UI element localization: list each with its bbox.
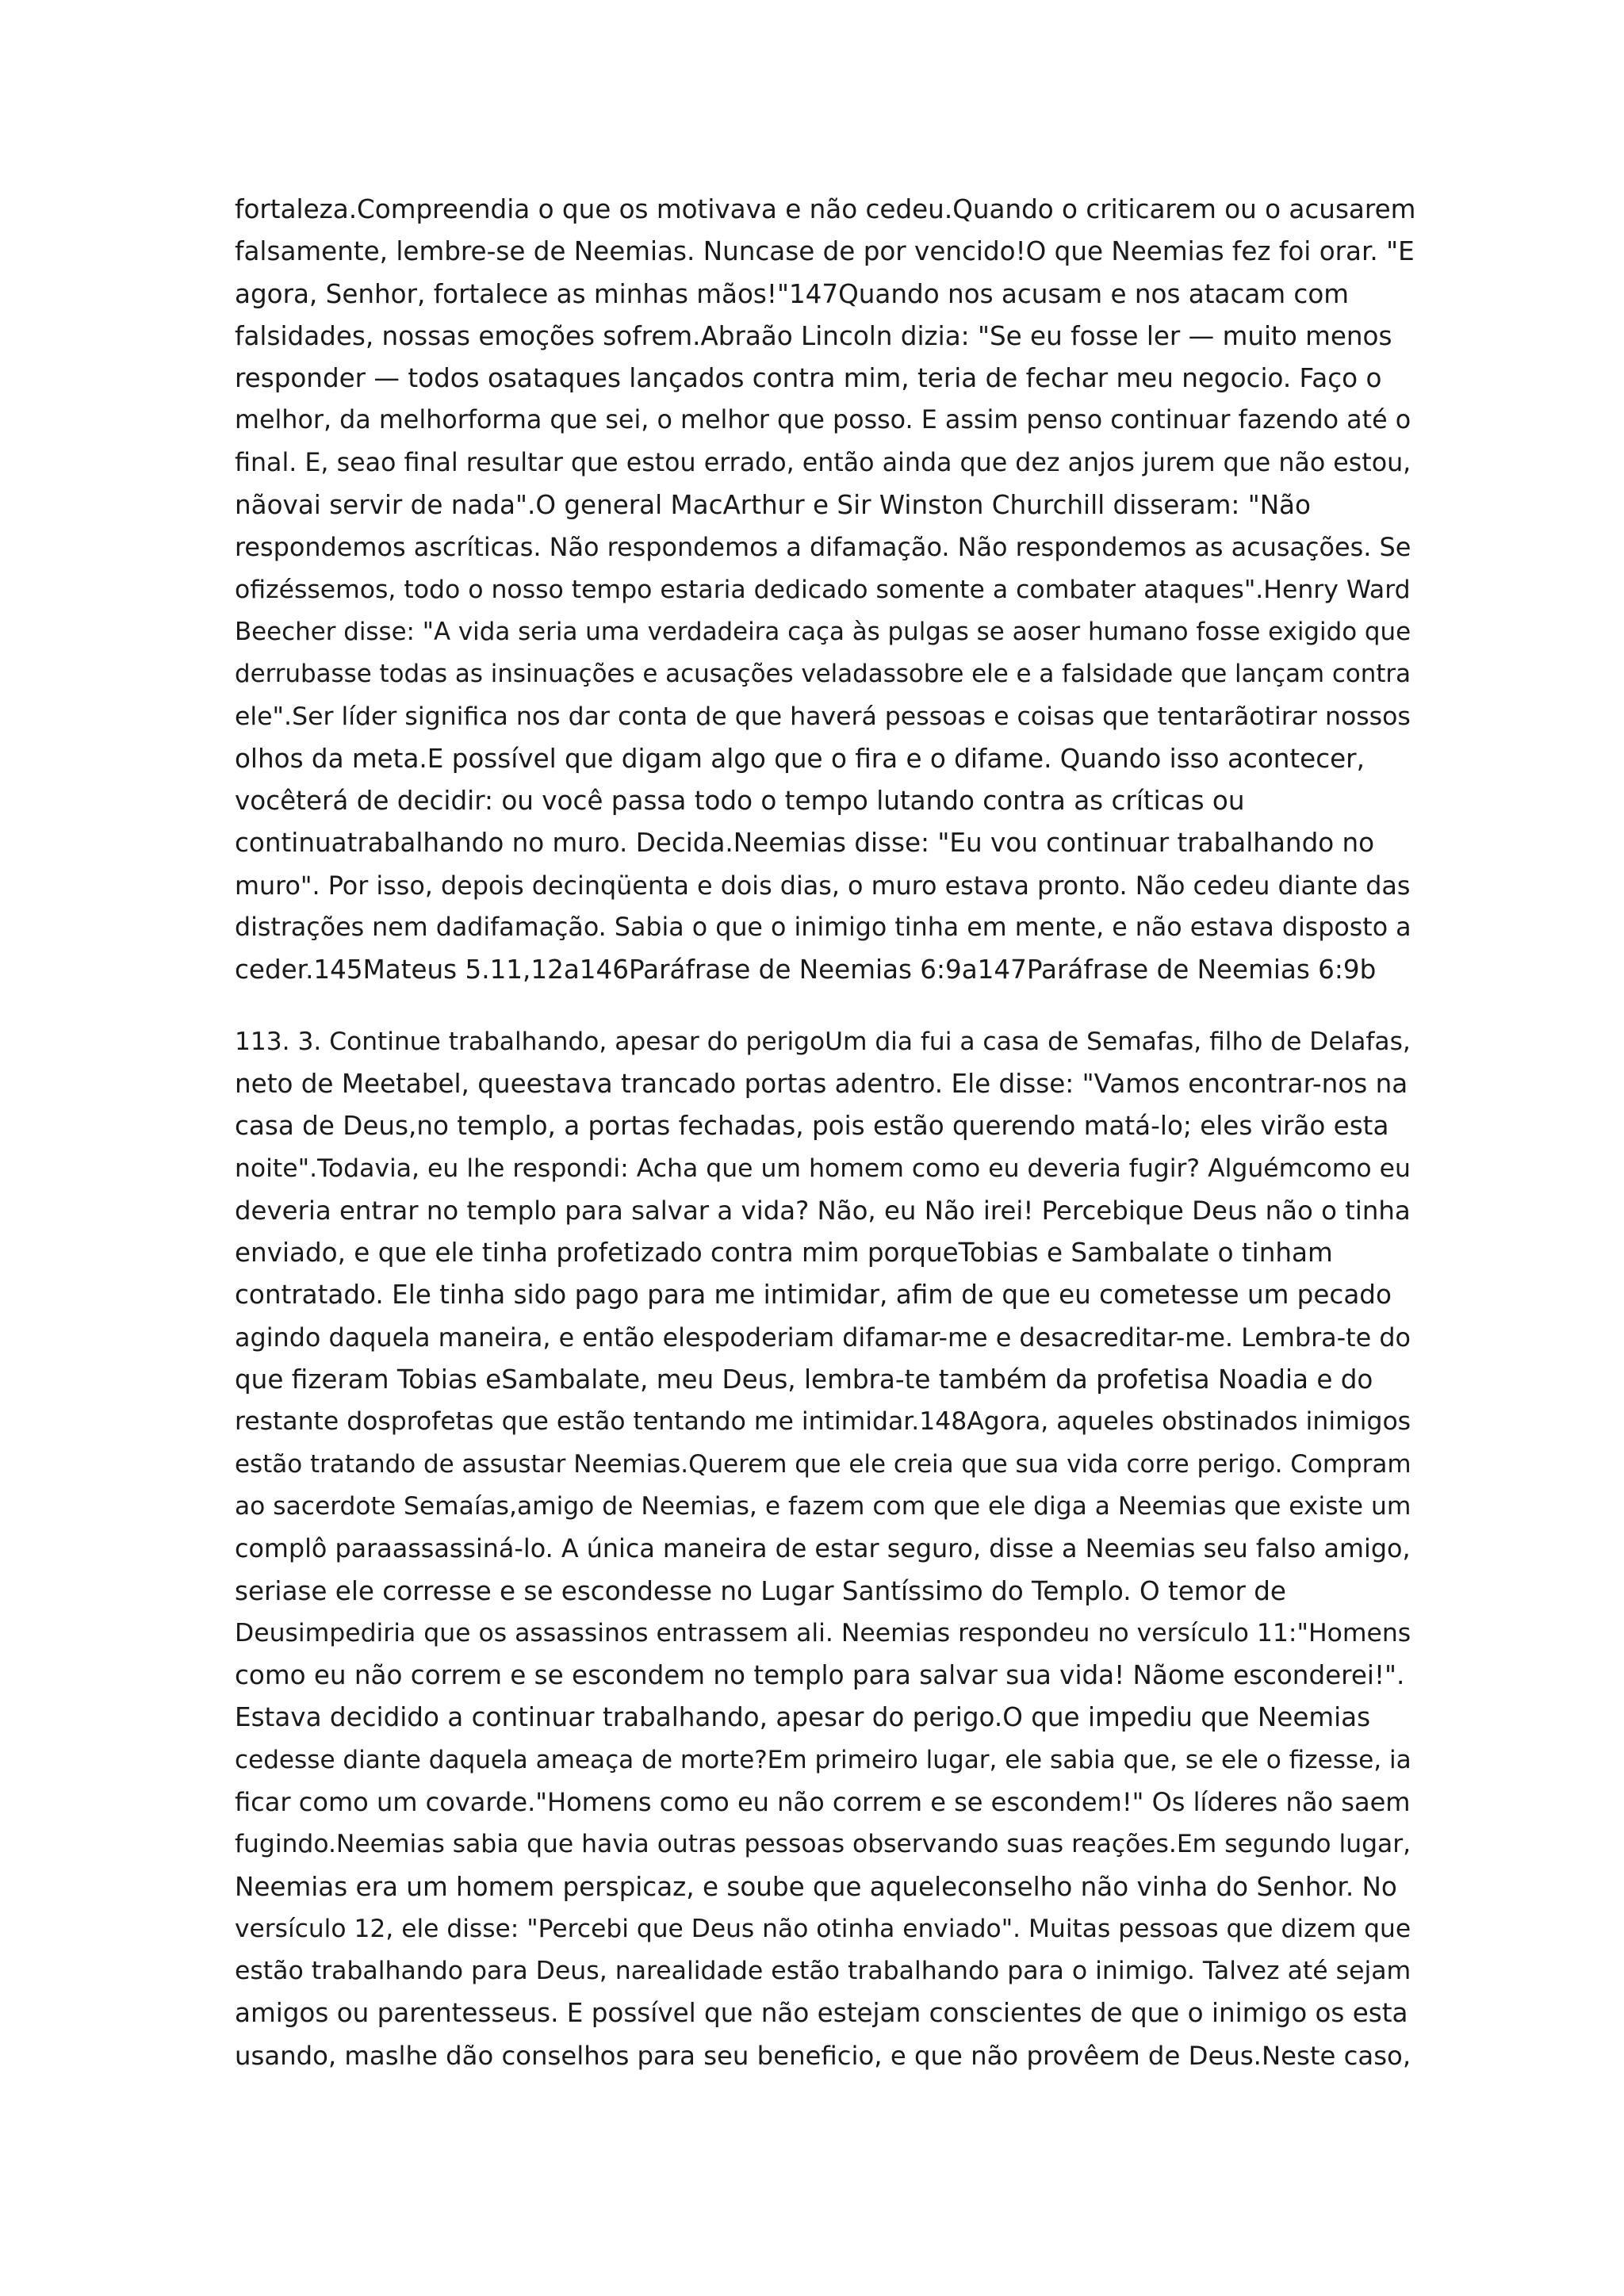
- text-line: final. E, seao final resultar que estou errado, então ainda que dez anjos jurem que não estou,: [235, 448, 1411, 477]
- text-line: neto de Meetabel, queestava trancado portas adentro. Ele disse: "Vamos encontrar-nos na: [235, 1068, 1408, 1099]
- text-line: contratado. Ele tinha sido pago para me intimidar, afim de que eu cometesse um pecado: [235, 1280, 1392, 1311]
- text-line: amigos ou parentesseus. E possível que não estejam conscientes de que o inimigo os esta: [235, 1998, 1408, 2029]
- text-line: olhos da meta.E possível que digam algo que o fira e o difame. Quando isso acontecer,: [235, 743, 1365, 774]
- text-line: seriase ele corresse e se escondesse no Lugar Santíssimo do Templo. O temor de: [235, 1575, 1286, 1606]
- text-line: derrubasse todas as insinuações e acusações veladassobre ele e a falsidade que lançam contra: [235, 660, 1411, 689]
- text-line: ele".Ser líder significa nos dar conta de que haverá pessoas e coisas que tentarãotirar nossos: [235, 702, 1411, 731]
- text-line: Neemias era um homem perspicaz, e soube que aqueleconselho não vinha do Senhor. No: [235, 1871, 1397, 1902]
- text-line: como eu não correm e se escondem no templo para salvar sua vida! Nãome esconderei!".: [235, 1660, 1405, 1691]
- text-line: ao sacerdote Semaías,amigo de Neemias, e fazem com que ele diga a Neemias que existe um: [235, 1491, 1411, 1521]
- text-line: distrações nem dadifamação. Sabia o que o inimigo tinha em mente, e não estava disposto a: [235, 913, 1411, 943]
- text-line: agora, Senhor, fortalece as minhas mãos!"147Quando nos acusam e nos atacam com: [235, 278, 1350, 309]
- text-line: vocêterá de decidir: ou você passa todo o tempo lutando contra as críticas ou: [235, 786, 1245, 817]
- text-line: deveria entrar no templo para salvar a vida? Não, eu Não irei! Percebique Deus não o tinha: [235, 1195, 1411, 1226]
- text-line: muro". Por isso, depois decinqüenta e dois dias, o muro estava pronto. Não cedeu diante das: [235, 871, 1411, 901]
- paragraph: [235, 189, 1416, 992]
- text-line: estão trabalhando para Deus, narealidade estão trabalhando para o inimigo. Talvez até sejam: [235, 1957, 1411, 1986]
- text-line: falsamente, lembre-se de Neemias. Nuncase de por vencido!O que Neemias fez foi orar. "E: [235, 236, 1415, 267]
- text-line: ceder.145Mateus 5.11,12a146Paráfrase de Neemias 6:9a147Paráfrase de Neemias 6:9b: [235, 955, 1377, 985]
- text-line: Estava decidido a continuar trabalhando, apesar do perigo.O que impediu que Neemias: [235, 1702, 1371, 1733]
- text-line: falsidades, nossas emoções sofrem.Abraão Lincoln dizia: "Se eu fosse ler — muito menos: [235, 320, 1392, 351]
- text-line: ficar como um covarde."Homens como eu não correm e se escondem!" Os líderes não saem: [235, 1786, 1411, 1817]
- paragraph-gap: [235, 992, 1416, 1021]
- text-line: versículo 12, ele disse: "Percebi que Deus não otinha enviado". Muitas pessoas que dizem que: [235, 1914, 1411, 1943]
- document-body: [235, 189, 1416, 2077]
- text-line: respondemos ascríticas. Não respondemos a difamação. Não respondemos as acusações. Se: [235, 532, 1411, 563]
- text-line: complô paraassassiná-lo. A única maneira de estar seguro, disse a Neemias seu falso amigo,: [235, 1533, 1411, 1564]
- text-line: agindo daquela maneira, e então elespoderiam difamar-me e desacreditar-me. Lembra-te do: [235, 1322, 1411, 1353]
- text-line: melhor, da melhorforma que sei, o melhor que posso. E assim penso continuar fazendo até o: [235, 406, 1411, 435]
- text-line: ofizéssemos, todo o nosso tempo estaria dedicado somente a combater ataques".Henry Ward: [235, 575, 1411, 604]
- text-line: Deusimpediria que os assassinos entrassem ali. Neemias respondeu no versículo 11:"Homens: [235, 1618, 1411, 1647]
- text-line: restante dosprofetas que estão tentando me intimidar.148Agora, aqueles obstinados inimigos: [235, 1407, 1411, 1437]
- paragraph: [235, 1021, 1416, 2077]
- text-line: casa de Deus,no templo, a portas fechadas, pois estão querendo matá-lo; eles virão esta: [235, 1111, 1389, 1142]
- text-line: continuatrabalhando no muro. Decida.Neemias disse: "Eu vou continuar trabalhando no: [235, 828, 1375, 859]
- text-line: fortaleza.Compreendia o que os motivava e não cedeu.Quando o criticarem ou o acusarem: [235, 194, 1416, 224]
- text-line: noite".Todavia, eu lhe respondi: Acha que um homem como eu deveria fugir? Alguémcomo eu: [235, 1154, 1411, 1183]
- text-line: cedesse diante daquela ameaça de morte?Em primeiro lugar, ele sabia que, se ele o fizesse, ia: [235, 1745, 1411, 1774]
- text-line: Beecher disse: "A vida seria uma verdadeira caça às pulgas se aoser humano fosse exigido que: [235, 617, 1411, 646]
- text-line: enviado, e que ele tinha profetizado contra mim porqueTobias e Sambalate o tinham: [235, 1238, 1333, 1269]
- text-line: estão tratando de assustar Neemias.Querem que ele creia que sua vida corre perigo. Compram: [235, 1449, 1411, 1479]
- text-line: 113. 3. Continue trabalhando, apesar do perigoUm dia fui a casa de Semafas, filho de Delafas,: [235, 1027, 1411, 1056]
- text-line: fugindo.Neemias sabia que havia outras pessoas observando suas reações.Em segundo lugar,: [235, 1830, 1411, 1859]
- text-line: que fizeram Tobias eSambalate, meu Deus, lembra-te também da profetisa Noadia e do: [235, 1364, 1373, 1395]
- text-line: usando, maslhe dão conselhos para seu beneficio, e que não provêem de Deus.Neste caso,: [235, 2040, 1411, 2071]
- text-line: responder — todos osataques lançados contra mim, teria de fechar meu negocio. Faço o: [235, 363, 1382, 394]
- text-line: nãovai servir de nada".O general MacArthur e Sir Winston Churchill disseram: "Não: [235, 490, 1311, 521]
